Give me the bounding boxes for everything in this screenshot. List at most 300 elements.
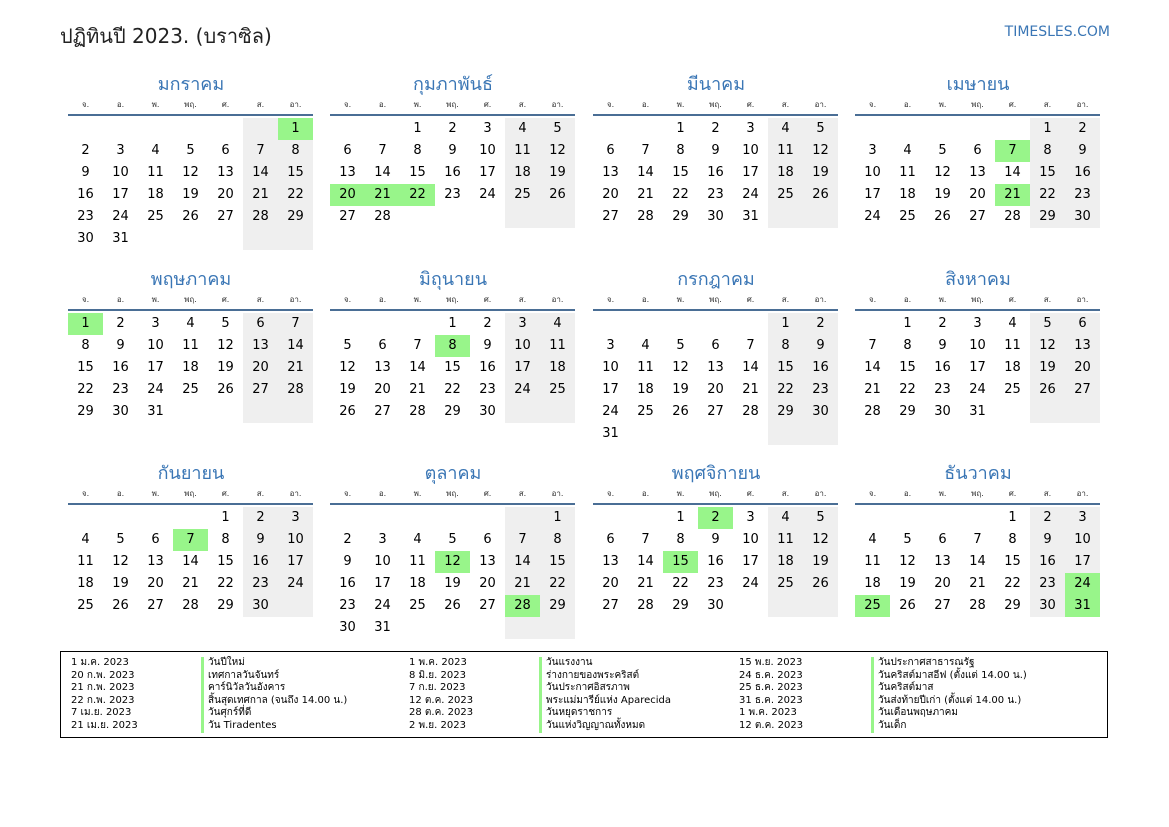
weekday-label: พ. xyxy=(151,100,160,109)
day-cell: 1 xyxy=(1008,510,1017,525)
day-cell: 18 xyxy=(637,382,654,397)
legend-holiday-name: พระแม่มารีย์แห่ง Aparecida xyxy=(539,695,671,708)
legend-holiday-name: วันเด็ก xyxy=(871,720,1027,733)
legend-holiday-name: วันศุกร์ที่ดี xyxy=(201,707,347,720)
day-cell: 12 xyxy=(1030,335,1065,357)
day-cell: 27 xyxy=(969,209,986,224)
day-cell: 22 xyxy=(1030,184,1065,206)
day-cell: 4 xyxy=(868,532,877,547)
day-cell: 25 xyxy=(768,573,803,595)
day-cell: 11 xyxy=(1004,338,1021,353)
holiday-day-cell: 7 xyxy=(995,140,1030,162)
empty-day-cell xyxy=(733,595,768,617)
legend-holiday-name: วันประกาศสาธารณรัฐ xyxy=(871,657,1027,670)
day-cell: 19 xyxy=(803,162,838,184)
day-cell: 28 xyxy=(278,379,313,401)
empty-day-cell xyxy=(593,313,628,335)
day-cell: 4 xyxy=(81,532,90,547)
day-cell: 28 xyxy=(1004,209,1021,224)
legend-date: 25 ธ.ค. 2023 xyxy=(739,682,803,694)
legend-names-col-3 xyxy=(871,657,1027,733)
day-cell: 24 xyxy=(278,573,313,595)
weekday-label: ศ. xyxy=(483,295,492,304)
empty-day-cell xyxy=(960,118,995,140)
month-block xyxy=(330,72,576,228)
day-cell: 12 xyxy=(803,140,838,162)
day-cell: 12 xyxy=(339,360,356,375)
empty-day-cell xyxy=(855,313,890,335)
empty-day-cell xyxy=(330,507,365,529)
month-name: กุมภาพันธ์ xyxy=(413,74,493,95)
day-cell: 12 xyxy=(672,360,689,375)
day-cell: 22 xyxy=(444,382,461,397)
weekday-label: ศ. xyxy=(221,295,230,304)
day-cell: 26 xyxy=(444,598,461,613)
empty-day-cell xyxy=(505,507,540,529)
day-cell: 2 xyxy=(81,143,90,158)
day-cell: 23 xyxy=(479,382,496,397)
legend-holiday-name: วันปีใหม่ xyxy=(201,657,347,670)
month-name: ตุลาคม xyxy=(424,463,482,484)
legend-holiday-name: วันแห่งวิญญาณทั้งหมด xyxy=(539,720,671,733)
day-cell: 7 xyxy=(378,143,387,158)
empty-day-cell xyxy=(208,118,243,140)
day-cell: 10 xyxy=(374,554,391,569)
day-cell: 16 xyxy=(1065,162,1100,184)
day-cell: 18 xyxy=(505,162,540,184)
day-cell: 2 xyxy=(711,121,720,136)
month-divider xyxy=(330,114,575,116)
month-name: กันยายน xyxy=(157,463,225,484)
day-cell: 24 xyxy=(742,187,759,202)
day-cell: 29 xyxy=(672,598,689,613)
empty-day-cell xyxy=(103,507,138,529)
day-cell: 1 xyxy=(1030,118,1065,140)
day-cell: 23 xyxy=(1065,184,1100,206)
day-cell: 4 xyxy=(151,143,160,158)
weekday-label: อา. xyxy=(289,489,302,498)
day-cell: 15 xyxy=(672,165,689,180)
empty-day-cell xyxy=(855,507,890,529)
month-name: มกราคม xyxy=(157,74,225,95)
day-cell: 21 xyxy=(182,576,199,591)
weekday-label: พฤ. xyxy=(971,295,984,304)
weekday-label: อ. xyxy=(116,295,125,304)
day-cell: 10 xyxy=(278,529,313,551)
empty-day-cell xyxy=(470,206,505,228)
day-cell: 16 xyxy=(77,187,94,202)
day-cell: 3 xyxy=(606,338,615,353)
empty-day-cell xyxy=(663,313,698,335)
day-cell: 24 xyxy=(864,209,881,224)
day-cell: 21 xyxy=(278,357,313,379)
empty-day-cell xyxy=(540,206,575,228)
day-cell: 15 xyxy=(409,165,426,180)
day-cell: 28 xyxy=(374,209,391,224)
day-cell: 14 xyxy=(637,165,654,180)
day-cell: 27 xyxy=(374,404,391,419)
day-cell: 30 xyxy=(934,404,951,419)
legend-date: 1 พ.ค. 2023 xyxy=(739,707,797,719)
day-cell: 17 xyxy=(742,165,759,180)
weekday-label: อ. xyxy=(903,100,912,109)
day-cell: 18 xyxy=(182,360,199,375)
empty-day-cell xyxy=(330,313,365,335)
weekday-label: พฤ. xyxy=(446,100,459,109)
weekday-label: ศ. xyxy=(483,489,492,498)
month-block xyxy=(593,72,839,228)
weekday-label: ส. xyxy=(1043,489,1052,498)
day-cell: 16 xyxy=(707,165,724,180)
weekday-label: จ. xyxy=(81,100,90,109)
day-cell: 10 xyxy=(864,165,881,180)
day-cell: 16 xyxy=(803,357,838,379)
day-cell: 14 xyxy=(278,335,313,357)
day-cell: 23 xyxy=(444,187,461,202)
day-cell: 27 xyxy=(479,598,496,613)
day-cell: 31 xyxy=(147,404,164,419)
day-cell: 23 xyxy=(803,379,838,401)
day-cell: 5 xyxy=(1030,313,1065,335)
day-cell: 29 xyxy=(444,404,461,419)
empty-day-cell xyxy=(698,423,733,445)
day-cell: 19 xyxy=(339,382,356,397)
empty-day-cell xyxy=(138,118,173,140)
day-cell: 31 xyxy=(602,426,619,441)
day-cell: 6 xyxy=(606,532,615,547)
weekday-label: พฤ. xyxy=(709,489,722,498)
day-cell: 9 xyxy=(938,338,947,353)
empty-day-cell xyxy=(628,118,663,140)
day-cell: 28 xyxy=(742,404,759,419)
day-cell: 17 xyxy=(479,165,496,180)
day-cell: 14 xyxy=(409,360,426,375)
day-cell: 18 xyxy=(768,162,803,184)
weekday-label: พฤ. xyxy=(184,295,197,304)
empty-day-cell xyxy=(103,118,138,140)
day-cell: 15 xyxy=(540,551,575,573)
weekday-label: อ. xyxy=(378,100,387,109)
legend-holiday-name: วันคริสต์มาสอีฟ (ตั้งแต่ 14.00 น.) xyxy=(871,670,1027,683)
legend-date: 31 ธ.ค. 2023 xyxy=(739,694,803,706)
day-cell: 27 xyxy=(602,598,619,613)
day-cell: 11 xyxy=(768,529,803,551)
legend-names-col-1 xyxy=(201,657,347,733)
day-cell: 4 xyxy=(413,532,422,547)
day-cell: 29 xyxy=(768,401,803,423)
day-cell: 2 xyxy=(116,316,125,331)
day-cell: 8 xyxy=(1030,140,1065,162)
day-cell: 24 xyxy=(147,382,164,397)
holiday-day-cell: 12 xyxy=(435,551,470,573)
day-cell: 30 xyxy=(243,595,278,617)
day-cell: 29 xyxy=(1030,206,1065,228)
weekday-header xyxy=(593,98,839,112)
day-cell: 18 xyxy=(864,576,881,591)
weekday-label: อ. xyxy=(641,489,650,498)
empty-day-cell xyxy=(365,118,400,140)
day-cell: 21 xyxy=(864,382,881,397)
empty-day-cell xyxy=(138,507,173,529)
day-cell: 7 xyxy=(868,338,877,353)
day-cell: 20 xyxy=(602,187,619,202)
weekday-label: จ. xyxy=(606,100,615,109)
day-cell: 30 xyxy=(339,620,356,635)
day-cell: 20 xyxy=(374,382,391,397)
day-cell: 27 xyxy=(707,404,724,419)
month-divider xyxy=(593,503,838,505)
day-cell: 29 xyxy=(1004,598,1021,613)
weekday-label: อา. xyxy=(551,100,564,109)
day-cell: 1 xyxy=(903,316,912,331)
month-divider xyxy=(855,503,1100,505)
legend-date: 7 เม.ย. 2023 xyxy=(71,707,132,719)
weekday-label: อ. xyxy=(378,295,387,304)
day-cell: 5 xyxy=(803,507,838,529)
day-cell: 25 xyxy=(182,382,199,397)
day-cell: 13 xyxy=(243,335,278,357)
day-cell: 4 xyxy=(768,118,803,140)
empty-day-cell xyxy=(855,118,890,140)
day-cell: 7 xyxy=(641,532,650,547)
weekday-label: จ. xyxy=(343,489,352,498)
empty-day-cell xyxy=(138,228,173,250)
month-name: มิถุนายน xyxy=(418,269,488,290)
day-cell: 20 xyxy=(147,576,164,591)
day-cell: 31 xyxy=(742,209,759,224)
day-cell: 30 xyxy=(707,209,724,224)
day-cell: 17 xyxy=(374,576,391,591)
day-cell: 16 xyxy=(1030,551,1065,573)
day-cell: 6 xyxy=(938,532,947,547)
weekday-label: ส. xyxy=(518,489,527,498)
empty-day-cell xyxy=(243,228,278,250)
day-cell: 11 xyxy=(899,165,916,180)
day-cell: 15 xyxy=(278,162,313,184)
day-cell: 25 xyxy=(77,598,94,613)
day-cell: 4 xyxy=(540,313,575,335)
weekday-label: พ. xyxy=(676,489,685,498)
weekday-label: พ. xyxy=(413,295,422,304)
empty-day-cell xyxy=(173,401,208,423)
day-cell: 10 xyxy=(742,143,759,158)
weekday-label: พฤ. xyxy=(709,100,722,109)
day-cell: 19 xyxy=(112,576,129,591)
day-cell: 22 xyxy=(1004,576,1021,591)
day-cell: 10 xyxy=(742,532,759,547)
day-cell: 12 xyxy=(803,529,838,551)
weekday-label: ส. xyxy=(518,100,527,109)
day-cell: 9 xyxy=(803,335,838,357)
day-cell: 4 xyxy=(768,507,803,529)
day-cell: 22 xyxy=(768,379,803,401)
empty-day-cell xyxy=(540,401,575,423)
day-cell: 12 xyxy=(112,554,129,569)
day-cell: 22 xyxy=(540,573,575,595)
empty-day-cell xyxy=(278,401,313,423)
day-cell: 15 xyxy=(1004,554,1021,569)
month-block xyxy=(593,267,839,445)
day-cell: 3 xyxy=(505,313,540,335)
day-cell: 14 xyxy=(243,162,278,184)
legend-holiday-name: วันแรงงาน xyxy=(539,657,671,670)
day-cell: 14 xyxy=(969,554,986,569)
page-title: ปฏิทินปี 2023. (บราซิล) xyxy=(60,24,272,48)
weekday-header xyxy=(68,293,314,307)
day-cell: 13 xyxy=(602,554,619,569)
day-cell: 20 xyxy=(707,382,724,397)
day-cell: 12 xyxy=(899,554,916,569)
day-cell: 3 xyxy=(868,143,877,158)
day-cell: 29 xyxy=(217,598,234,613)
day-cell: 2 xyxy=(938,316,947,331)
holiday-day-cell: 20 xyxy=(330,184,365,206)
day-cell: 25 xyxy=(147,209,164,224)
weekday-header xyxy=(855,98,1101,112)
weekday-label: ส. xyxy=(781,100,790,109)
month-name: มีนาคม xyxy=(686,74,746,95)
day-cell: 13 xyxy=(602,165,619,180)
legend-holiday-name: วันเดือนพฤษภาคม xyxy=(871,707,1027,720)
weekday-label: ศ. xyxy=(1008,100,1017,109)
holiday-day-cell: 1 xyxy=(278,118,313,140)
empty-day-cell xyxy=(995,401,1030,423)
day-cell: 23 xyxy=(339,598,356,613)
weekday-header xyxy=(855,487,1101,501)
day-cell: 8 xyxy=(903,338,912,353)
day-cell: 24 xyxy=(374,598,391,613)
brand-link[interactable]: TIMESLES.COM xyxy=(1004,24,1110,40)
day-cell: 8 xyxy=(1008,532,1017,547)
day-cell: 11 xyxy=(147,165,164,180)
holiday-day-cell: 24 xyxy=(1065,573,1100,595)
day-cell: 14 xyxy=(864,360,881,375)
day-cell: 5 xyxy=(116,532,125,547)
weekday-label: พ. xyxy=(938,100,947,109)
weekday-label: อ. xyxy=(378,489,387,498)
day-cell: 17 xyxy=(602,382,619,397)
day-cell: 24 xyxy=(969,382,986,397)
day-cell: 26 xyxy=(217,382,234,397)
day-cell: 30 xyxy=(77,231,94,246)
day-cell: 10 xyxy=(602,360,619,375)
day-cell: 15 xyxy=(217,554,234,569)
day-cell: 5 xyxy=(186,143,195,158)
day-cell: 15 xyxy=(768,357,803,379)
day-cell: 28 xyxy=(243,206,278,228)
day-cell: 4 xyxy=(186,316,195,331)
day-cell: 9 xyxy=(483,338,492,353)
day-cell: 9 xyxy=(1030,529,1065,551)
holiday-day-cell: 21 xyxy=(365,184,400,206)
day-cell: 15 xyxy=(77,360,94,375)
day-cell: 28 xyxy=(409,404,426,419)
weekday-label: ส. xyxy=(1043,100,1052,109)
day-cell: 12 xyxy=(182,165,199,180)
day-cell: 12 xyxy=(934,165,951,180)
empty-day-cell xyxy=(890,118,925,140)
day-cell: 18 xyxy=(147,187,164,202)
day-cell: 19 xyxy=(803,551,838,573)
weekday-label: พ. xyxy=(938,295,947,304)
month-name: กรกฎาคม xyxy=(677,269,755,290)
month-divider xyxy=(855,114,1100,116)
month-name: พฤศจิกายน xyxy=(671,463,761,484)
holiday-day-cell: 7 xyxy=(173,529,208,551)
day-cell: 28 xyxy=(637,598,654,613)
weekday-label: ศ. xyxy=(746,295,755,304)
day-cell: 5 xyxy=(938,143,947,158)
day-cell: 26 xyxy=(934,209,951,224)
day-cell: 4 xyxy=(505,118,540,140)
day-cell: 5 xyxy=(803,118,838,140)
day-cell: 5 xyxy=(676,338,685,353)
month-divider xyxy=(855,309,1100,311)
day-cell: 20 xyxy=(243,357,278,379)
weekday-label: จ. xyxy=(606,295,615,304)
day-cell: 1 xyxy=(540,507,575,529)
day-cell: 13 xyxy=(217,165,234,180)
day-cell: 16 xyxy=(243,551,278,573)
day-grid xyxy=(593,313,839,445)
day-cell: 29 xyxy=(540,595,575,617)
day-cell: 31 xyxy=(112,231,129,246)
day-cell: 13 xyxy=(969,165,986,180)
day-cell: 25 xyxy=(899,209,916,224)
day-cell: 6 xyxy=(378,338,387,353)
month-block xyxy=(330,461,576,639)
empty-day-cell xyxy=(400,617,435,639)
weekday-label: อ. xyxy=(116,100,125,109)
day-cell: 14 xyxy=(182,554,199,569)
empty-day-cell xyxy=(243,401,278,423)
day-cell: 12 xyxy=(540,140,575,162)
holiday-day-cell: 1 xyxy=(68,313,103,335)
day-cell: 18 xyxy=(77,576,94,591)
weekday-label: อา. xyxy=(814,295,827,304)
empty-day-cell xyxy=(435,507,470,529)
day-cell: 28 xyxy=(969,598,986,613)
day-cell: 14 xyxy=(742,360,759,375)
day-cell: 10 xyxy=(505,335,540,357)
day-cell: 17 xyxy=(147,360,164,375)
day-cell: 24 xyxy=(742,576,759,591)
day-cell: 21 xyxy=(243,184,278,206)
day-cell: 10 xyxy=(147,338,164,353)
day-cell: 8 xyxy=(221,532,230,547)
month-divider xyxy=(68,309,313,311)
day-cell: 17 xyxy=(969,360,986,375)
weekday-label: ศ. xyxy=(221,489,230,498)
weekday-label: อา. xyxy=(1076,295,1089,304)
weekday-label: พฤ. xyxy=(184,489,197,498)
day-cell: 6 xyxy=(711,338,720,353)
day-cell: 11 xyxy=(409,554,426,569)
day-cell: 22 xyxy=(77,382,94,397)
day-cell: 6 xyxy=(1065,313,1100,335)
day-cell: 22 xyxy=(672,187,689,202)
day-cell: 27 xyxy=(217,209,234,224)
empty-day-cell xyxy=(173,118,208,140)
month-name: ธันวาคม xyxy=(944,463,1012,484)
day-cell: 20 xyxy=(1065,357,1100,379)
month-block xyxy=(855,267,1101,423)
weekday-label: พ. xyxy=(413,489,422,498)
empty-day-cell xyxy=(925,118,960,140)
day-cell: 23 xyxy=(934,382,951,397)
day-cell: 29 xyxy=(899,404,916,419)
day-cell: 4 xyxy=(1008,316,1017,331)
